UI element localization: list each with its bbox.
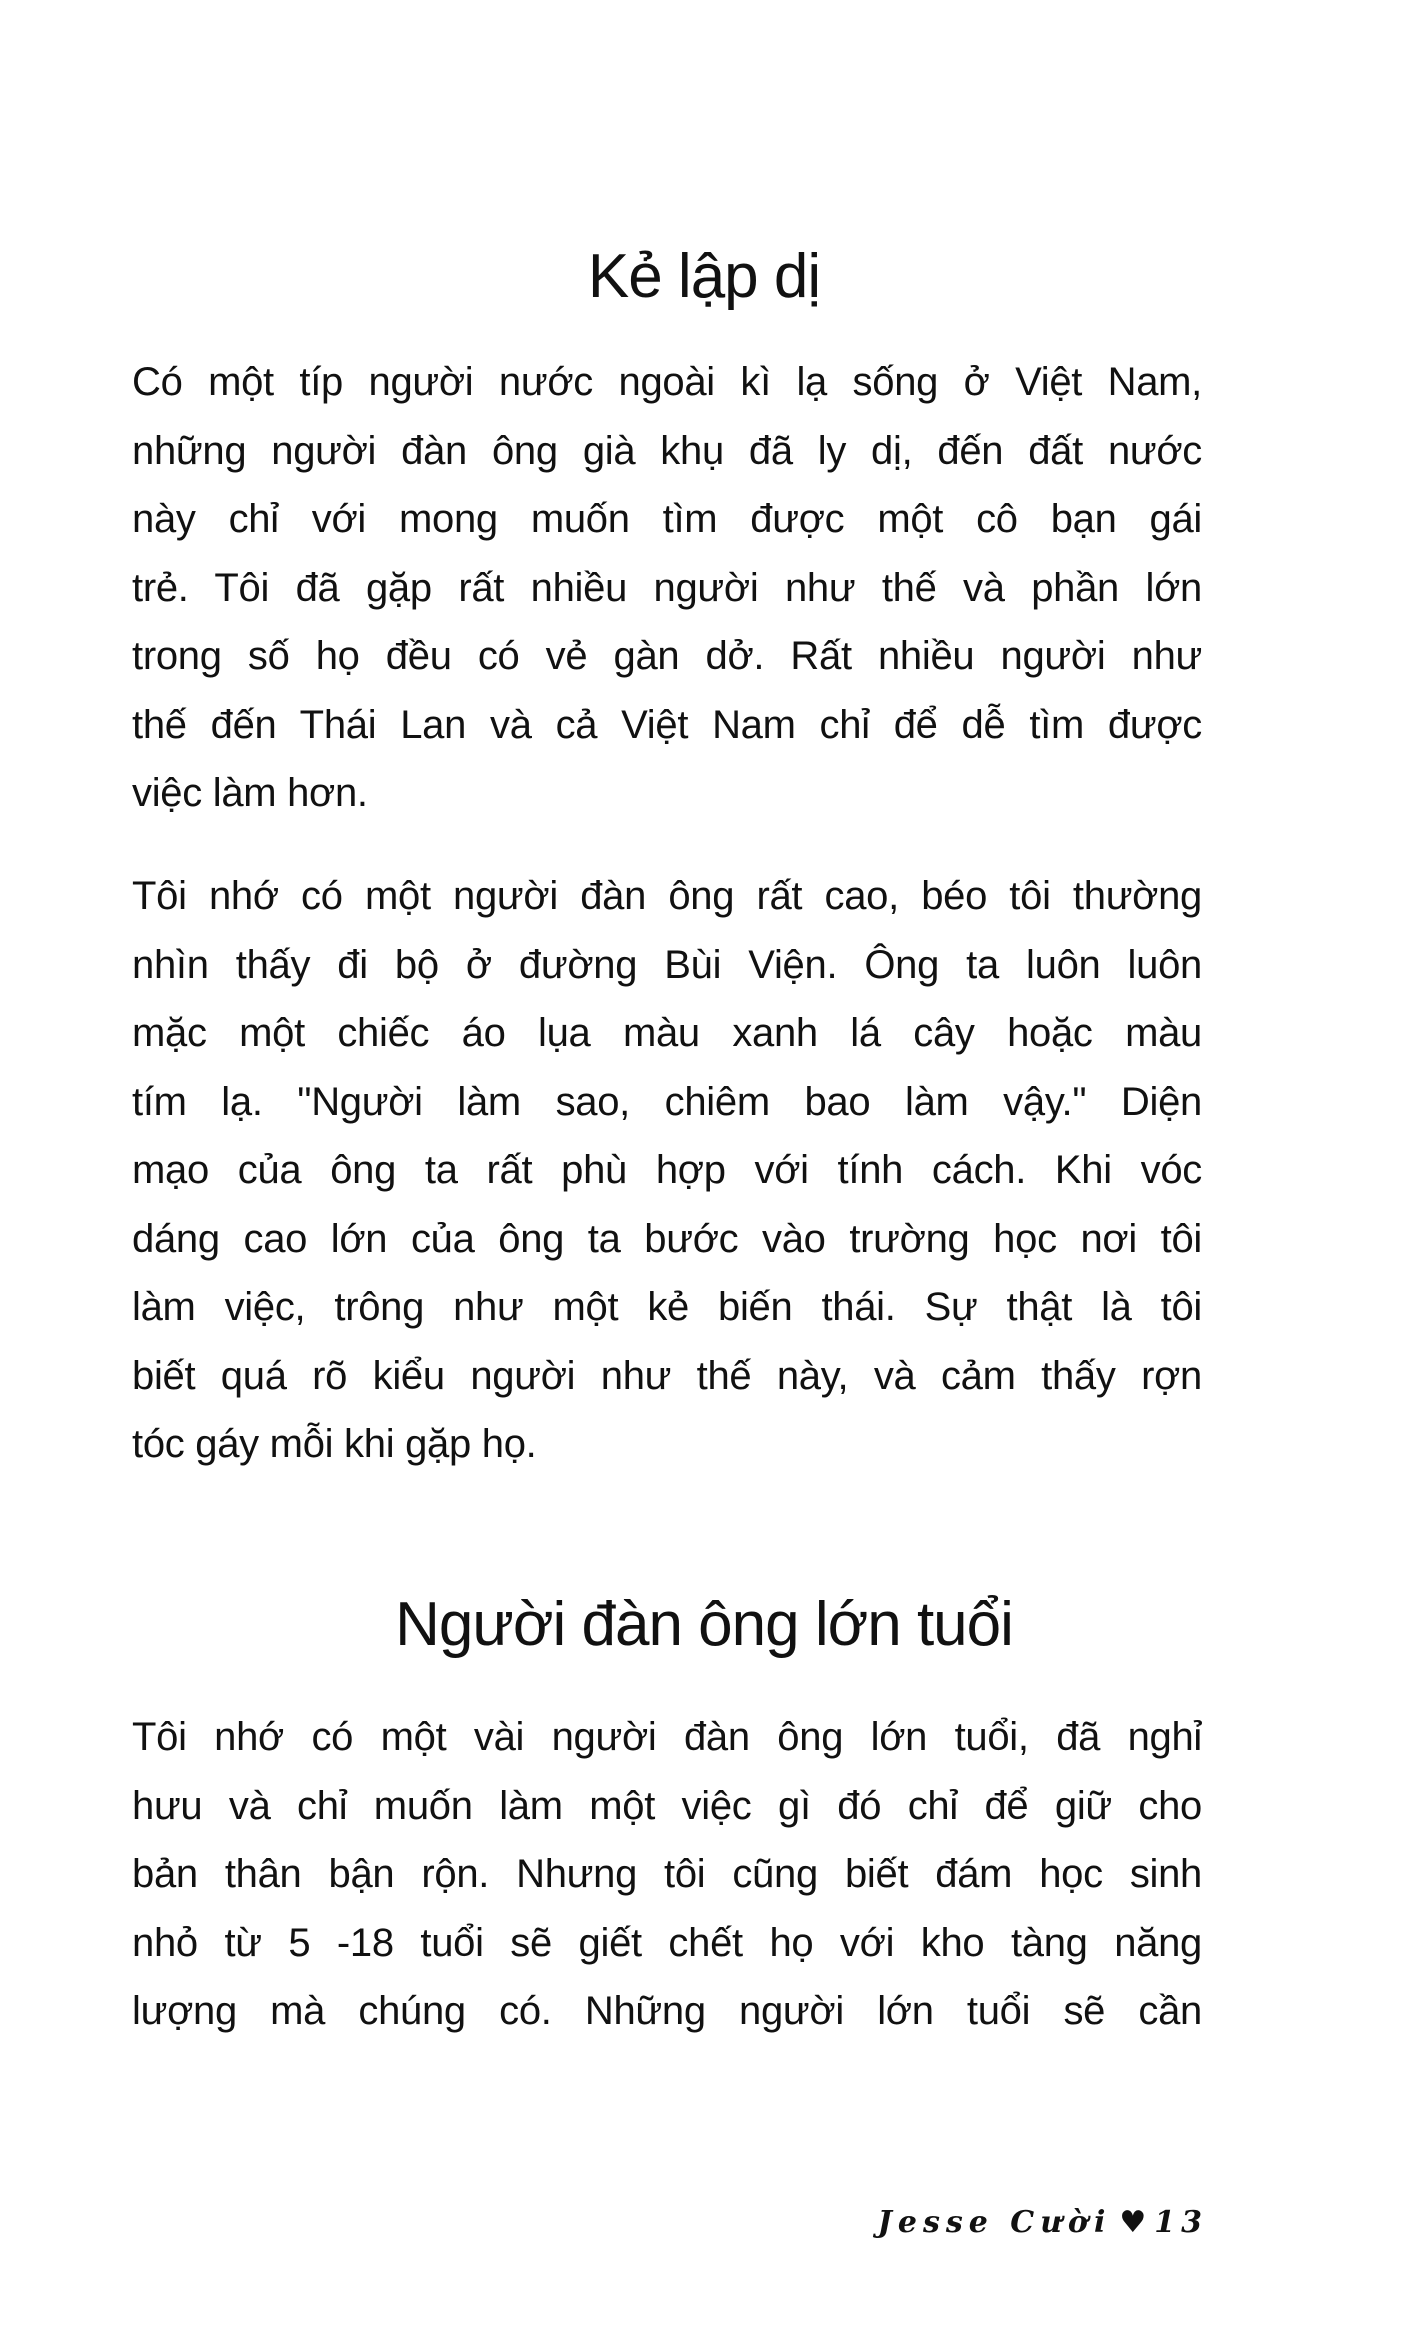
paragraph (132, 348, 1202, 828)
paragraph (132, 1703, 1202, 2046)
text-line: mạo của ông ta rất phù hợp với tính cách. Khi vóc (132, 1148, 1202, 1192)
text-line: nhìn thấy đi bộ ở đường Bùi Viện. Ông ta luôn luôn (132, 942, 1202, 987)
text-line: này chỉ với mong muốn tìm được một cô bạn gái (132, 497, 1202, 541)
text-line: bản thân bận rộn. Nhưng tôi cũng biết đám học sinh (132, 1852, 1202, 1896)
text-line: việc làm hơn. (132, 771, 368, 815)
paragraph (132, 862, 1202, 1479)
text-line: tóc gáy mỗi khi gặp họ. (132, 1422, 537, 1466)
text-line: biết quá rõ kiểu người như thế này, và cảm thấy rợn (132, 1353, 1202, 1398)
text-line: lượng mà chúng có. Những người lớn tuổi sẽ cần (132, 1989, 1202, 2033)
heart-icon: ♥ (1119, 2205, 1147, 2240)
text-line: mặc một chiếc áo lụa màu xanh lá cây hoặc màu (132, 1011, 1202, 1055)
page-footer (878, 2205, 1208, 2240)
text-line: trong số họ đều có vẻ gàn dở. Rất nhiều người như (132, 634, 1202, 678)
section-heading-nguoi-dan-ong-lon-tuoi: Người đàn ông lớn tuổi (395, 1590, 1013, 1659)
text-line: nhỏ từ 5 -18 tuổi sẽ giết chết họ với kho tàng năng (132, 1920, 1202, 1965)
text-line: dáng cao lớn của ông ta bước vào trường học nơi tôi (132, 1216, 1202, 1261)
text-line: những người đàn ông già khụ đã ly dị, đến đất nước (132, 428, 1202, 473)
text-line: Tôi nhớ có một người đàn ông rất cao, béo tôi thường (132, 874, 1202, 918)
text-line: tím lạ. "Người làm sao, chiêm bao làm vậy." Diện (132, 1079, 1202, 1124)
text-line: trẻ. Tôi đã gặp rất nhiều người như thế và phần lớn (132, 565, 1202, 610)
page-number: 13 (1154, 2205, 1208, 2240)
text-line: Tôi nhớ có một vài người đàn ông lớn tuổi, đã nghỉ (132, 1715, 1202, 1759)
text-line: làm việc, trông như một kẻ biến thái. Sự thật là tôi (132, 1285, 1202, 1329)
text-line: hưu và chỉ muốn làm một việc gì đó chỉ để giữ cho (132, 1783, 1202, 1828)
section-heading-ke-lap-di: Kẻ lập dị (587, 242, 821, 311)
running-author: Jesse Cười (877, 2205, 1112, 2240)
text-line: thế đến Thái Lan và cả Việt Nam chỉ để dễ tìm được (132, 702, 1202, 747)
text-line: Có một típ người nước ngoài kì lạ sống ở Việt Nam, (132, 360, 1202, 404)
